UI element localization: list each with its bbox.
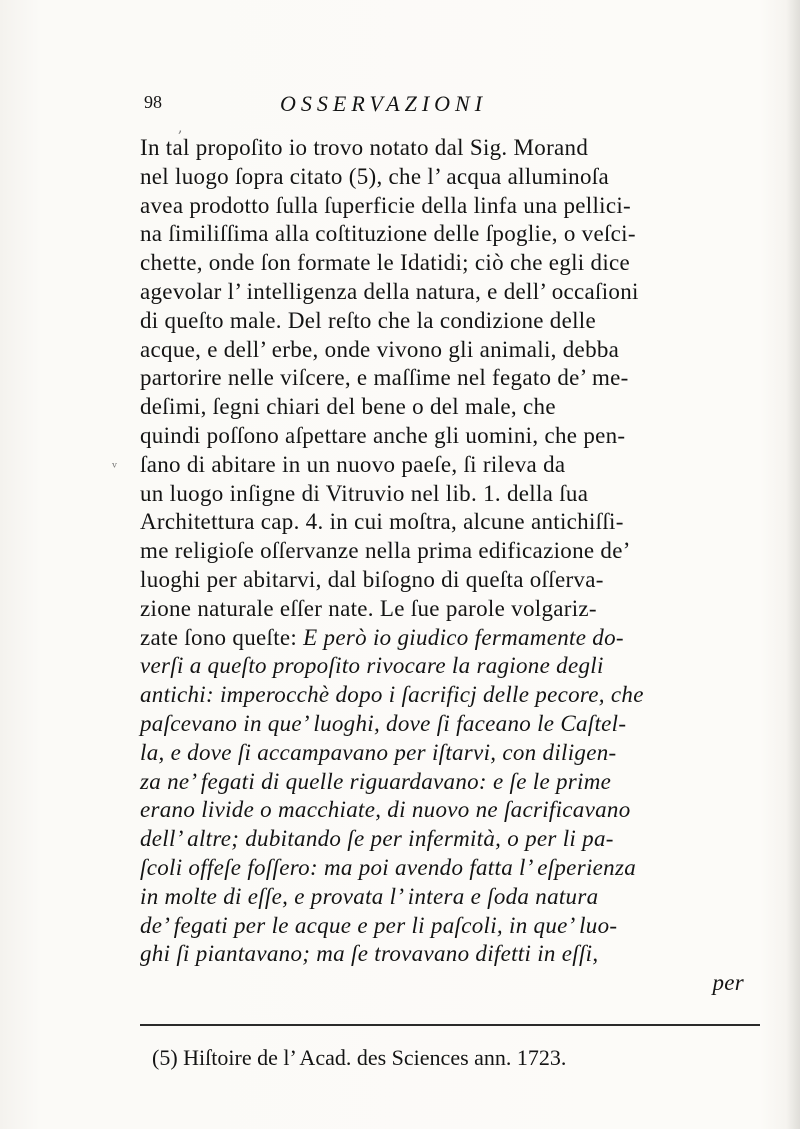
text-line: za ne’ fegati di quelle riguardavano: e ſe le prime [140,768,612,794]
text-line: nel luogo ſopra citato (5), che l’ acqua alluminoſa [140,163,609,189]
text-line: la, e dove ſi accampavano per iſtarvi, con diligen- [140,739,617,765]
page-header [120,92,730,120]
text-line: verſi a queſto propoſito rivocare la ragione degli [140,653,604,679]
text-line: quindi poſſono aſpettare anche gli uomini, che pen- [140,422,626,448]
text-line: paſcevano in que’ luoghi, dove ſi faceano le Caſtel- [140,710,627,736]
text-line: Architettura cap. 4. in cui moſtra, alcune antichiſſi- [140,509,624,535]
text-line: ſano di abitare in un nuovo paeſe, ſi rileva da [140,451,566,477]
text-line: deſimi, ſegni chiari del bene o del male, che [140,394,556,420]
catchword: per [712,970,744,996]
text-line: acque, e dell’ erbe, onde vivono gli animali, debba [140,336,620,362]
text-line: avea prodotto ſulla ſuperficie della linfa una pellici- [140,192,631,218]
text-line: erano livide o macchiate, di nuovo ne ſacrificavano [140,797,631,823]
catchword-line [140,969,756,998]
text-line: luoghi per abitarvi, dal biſogno di queſta oſſerva- [140,566,604,592]
page-edge-shadow [786,0,800,1129]
text-line: zione naturale eſſer nate. Le ſue parole volgariz- [140,595,597,621]
running-head: OSSERVAZIONI [280,91,488,116]
text-line: ſcoli offeſe foſſero: ma poi avendo fatta l’ eſperienza [140,854,636,880]
text-line: un luogo inſigne di Vitruvio nel lib. 1. della ſua [140,480,589,506]
body-text [140,134,756,998]
text-line: dell’ altre; dubitando ſe per infermità, o per li pa- [140,826,614,852]
text-line: chette, onde ſon formate le Idatidi; ciò che egli dice [140,250,631,276]
text-line-italic-part: E però io giudico fermamente do- [303,624,624,650]
text-line [140,624,756,653]
text-line-roman-part: zate ſono queſte: [140,624,304,650]
text-line: partorire nelle viſcere, e maſſime nel fegato de’ me- [140,365,629,391]
text-line: agevolar l’ intelligenza della natura, e dell’ occaſioni [140,278,639,304]
text-line: di queſto male. Del reſto che la condizione delle [140,307,597,333]
text-line: na ſimiliſſima alla coſtituzione delle ſpoglie, o veſci- [140,221,636,247]
text-line: ghi ſi piantavano; ma ſe trovavano difetti in eſſi, [140,941,599,967]
footnote: (5) Hiſtoire de l’ Acad. des Sciences ann. 1723. [152,1045,567,1070]
footnote-rule [140,1024,760,1026]
text-line: me religioſe oſſervanze nella prima edificazione de’ [140,538,631,564]
text-line: de’ fegati per le acque e per li paſcoli, in que’ luo- [140,912,618,938]
text-line: In tal propoſito io trovo notato dal Sig. Morand [140,135,589,160]
page-number: 98 [144,92,162,112]
text-line: antichi: imperocchè dopo i ſacrificj delle pecore, che [140,682,644,708]
ink-speck: , [178,120,183,136]
text-line: in molte di eſſe, e provata l’ intera e ſoda natura [140,883,599,909]
margin-mark: ᵛ [112,460,118,476]
